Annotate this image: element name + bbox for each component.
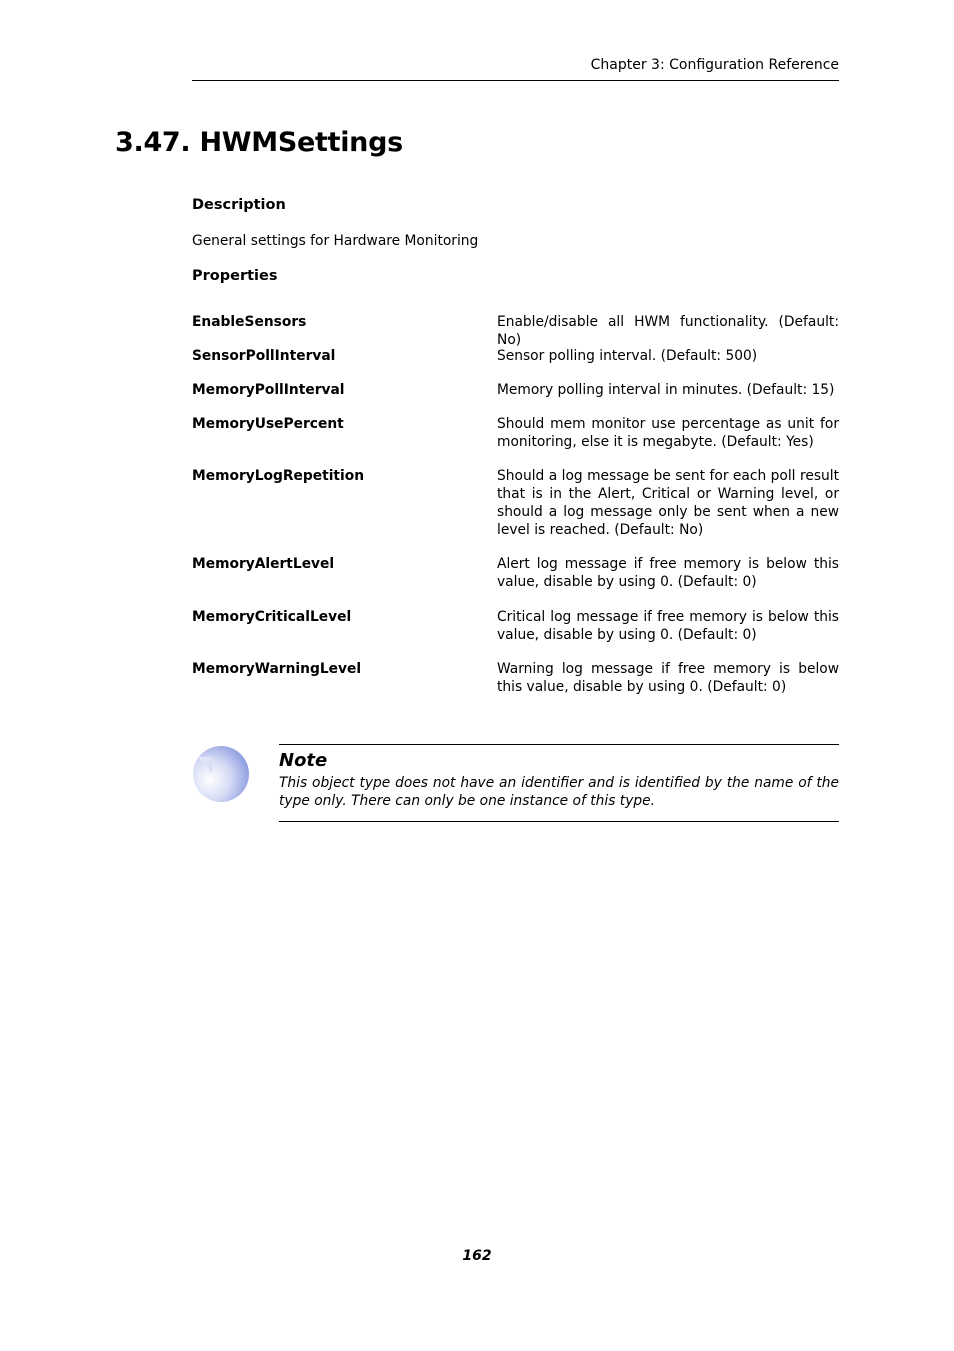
- property-name: SensorPollInterval: [192, 348, 336, 364]
- property-description: Warning log message if free memory is below this value, disable by using 0. (Default: 0): [497, 661, 839, 695]
- property-name: MemoryLogRepetition: [192, 468, 365, 484]
- property-name: MemoryWarningLevel: [192, 661, 362, 677]
- property-name: MemoryPollInterval: [192, 382, 345, 398]
- property-description: Should mem monitor use percentage as unit for monitoring, else it is megabyte. (Default: Yes): [497, 416, 839, 450]
- property-name: MemoryUsePercent: [192, 416, 344, 432]
- property-description: Sensor polling interval. (Default: 500): [497, 348, 758, 364]
- section-title: 3.47. HWMSettings: [115, 127, 403, 158]
- property-description: Alert log message if free memory is below this value, disable by using 0. (Default: 0): [497, 556, 839, 590]
- property-description: Enable/disable all HWM functionality. (Default: No): [497, 314, 839, 348]
- running-header: Chapter 3: Configuration Reference: [192, 56, 839, 81]
- page-number: 162: [462, 1248, 492, 1264]
- description-text: General settings for Hardware Monitoring: [192, 233, 479, 249]
- note-page-icon: [192, 745, 250, 803]
- property-name: MemoryCriticalLevel: [192, 609, 352, 625]
- property-description: Memory polling interval in minutes. (Default: 15): [497, 382, 835, 398]
- description-heading: Description: [192, 197, 286, 213]
- property-description: Should a log message be sent for each poll result that is in the Alert, Critical or Warning level, or should a log message only be sent when a new level is reached. (Default: No): [497, 468, 839, 538]
- note-text: This object type does not have an identifier and is identified by the name of the type only. There can only be one instance of this type.: [279, 775, 839, 809]
- note-admonition: [279, 744, 839, 822]
- property-name: EnableSensors: [192, 314, 307, 330]
- properties-heading: Properties: [192, 268, 278, 284]
- property-name: MemoryAlertLevel: [192, 556, 335, 572]
- note-title: Note: [279, 750, 328, 771]
- property-description: Critical log message if free memory is below this value, disable by using 0. (Default: 0): [497, 609, 839, 643]
